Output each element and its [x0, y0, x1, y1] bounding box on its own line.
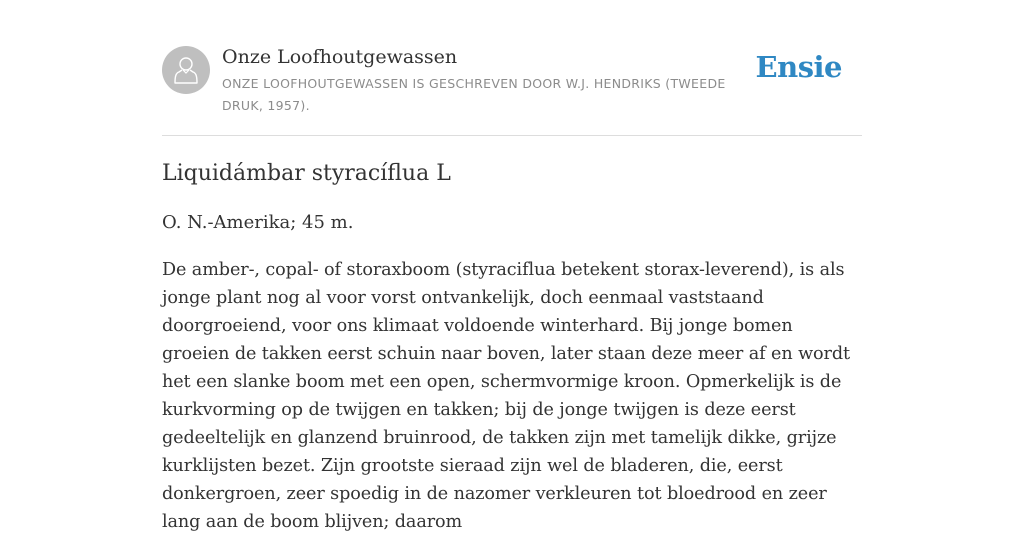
- book-title-link[interactable]: Onze Loofhoutgewassen: [222, 46, 458, 68]
- entry-body-text: De amber-, copal- of storaxboom (styraciflua betekent storax-leverend), is als jonge plant nog al voor vorst ontvankelijk, doch eenmaal vaststaand doorgroeiend, voor ons klimaat voldoende winterhard. Bij jonge bomen groeien de takken eerst schuin naar boven, later staan deze meer af en wordt het een slanke boom met een open, schermvormige kroon. Opmerkelijk is de kurkvorming op de twijgen en takken; bij de jonge twijgen is deze eerst gedeeltelijk en glanzend bruinrood, de takken zijn met tamelijk dikke, grijze kurklijsten bezet. Zijn grootste sieraad zijn wel de bladeren, die, eerst donkergroen, zeer spoedig in de nazomer verkleuren tot bloedrood en zeer lang aan de boom blijven; daarom: [162, 260, 850, 532]
- book-subtitle: ONZE LOOFHOUTGEWASSEN IS GESCHREVEN DOOR W.J. HENDRIKS (TWEEDE DRUK, 1957).: [222, 76, 726, 113]
- user-icon: [173, 56, 199, 84]
- entry-title: Liquidámbar styracíflua L: [162, 161, 451, 186]
- book-header: [162, 46, 862, 116]
- avatar[interactable]: [162, 46, 210, 94]
- header-divider: [162, 135, 862, 136]
- ensie-logo-link[interactable]: Ensie: [755, 50, 842, 84]
- entry-origin-height: O. N.-Amerika; 45 m.: [162, 212, 354, 233]
- entry-article: [162, 158, 864, 536]
